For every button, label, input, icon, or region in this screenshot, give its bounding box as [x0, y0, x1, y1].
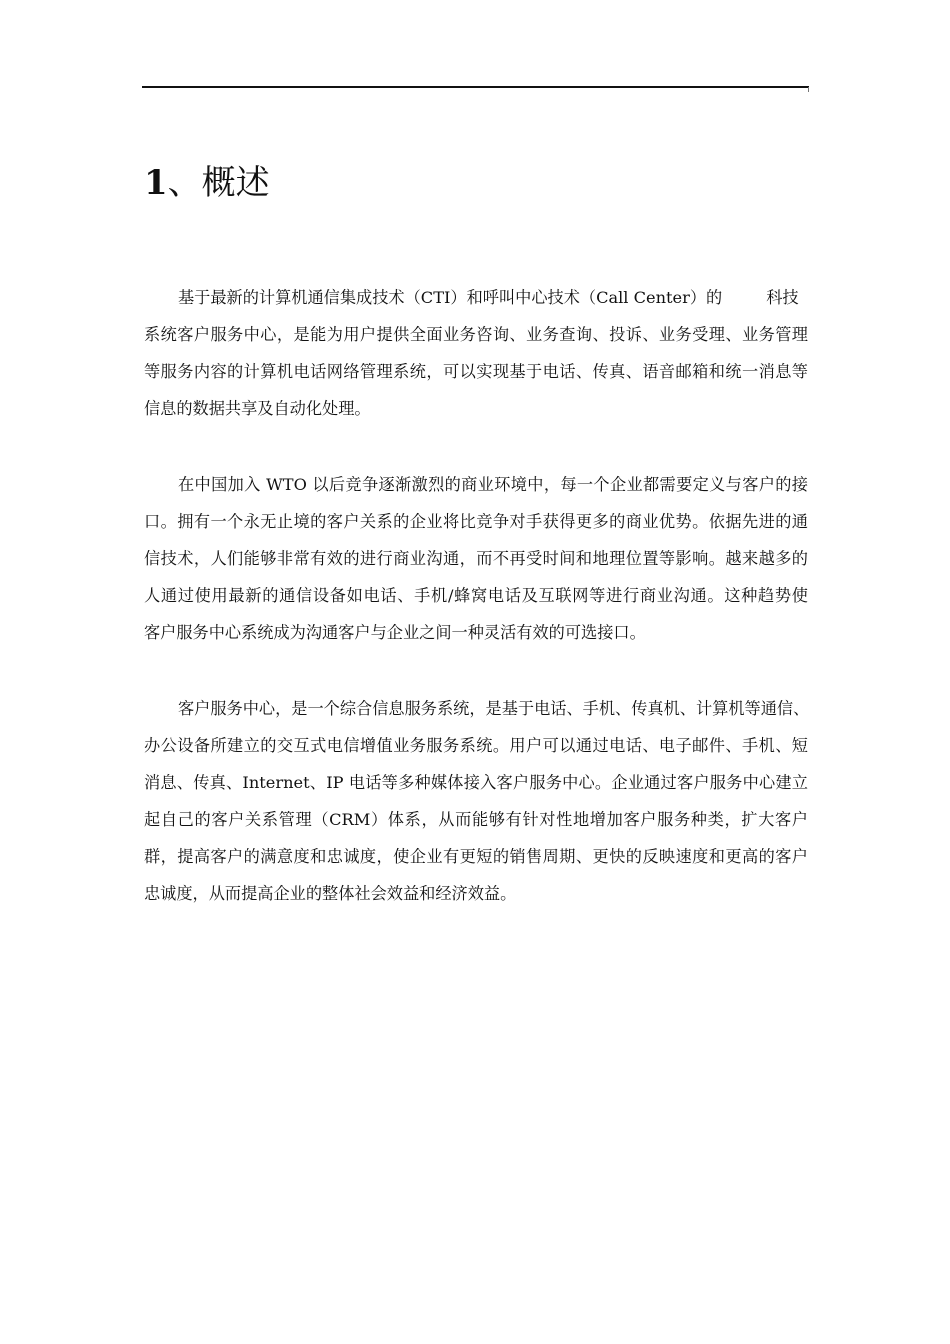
paragraph-2 — [144, 466, 808, 651]
paragraph-line: 消息、传真、Internet、IP 电话等多种媒体接入客户服务中心。企业通过客户服务中心建立 — [144, 773, 808, 792]
paragraph-1 — [144, 279, 808, 427]
section-heading — [144, 158, 270, 208]
paragraph-line — [144, 279, 808, 316]
paragraph-line: 信息的数据共享及自动化处理。 — [144, 399, 371, 418]
paragraph-line: 在中国加入 WTO 以后竞争逐渐激烈的商业环境中，每一个企业都需要定义与客户的接 — [178, 475, 808, 494]
paragraph-line: 办公设备所建立的交互式电信增值业务服务系统。用户可以通过电话、电子邮件、手机、短 — [144, 736, 808, 755]
paragraph-line: 群，提高客户的满意度和忠诚度，使企业有更短的销售周期、更快的反映速度和更高的客户 — [144, 847, 808, 866]
paragraph-line: 信技术，人们能够非常有效的进行商业沟通，而不再受时间和地理位置等影响。越来越多的 — [144, 549, 808, 568]
paragraph-line: 客户服务中心，是一个综合信息服务系统，是基于电话、手机、传真机、计算机等通信、 — [178, 699, 810, 718]
paragraph-line: 系统客户服务中心，是能为用户提供全面业务咨询、业务查询、投诉、业务受理、业务管理 — [144, 325, 808, 344]
section-title: 概述 — [201, 163, 270, 203]
paragraph-line-text: 科技 — [766, 288, 799, 307]
section-number: 1 — [144, 163, 168, 203]
header-rule — [142, 86, 809, 88]
paragraph-line: 起自己的客户关系管理（CRM）体系，从而能够有针对性地增加客户服务种类，扩大客户 — [144, 810, 808, 829]
paragraph-3 — [144, 690, 808, 912]
paragraph-line-text: 基于最新的计算机通信集成技术（CTI）和呼叫中心技术（Call Center）的 — [178, 288, 723, 307]
paragraph-line: 口。拥有一个永无止境的客户关系的企业将比竞争对手获得更多的商业优势。依据先进的通 — [144, 512, 808, 531]
paragraph-line: 等服务内容的计算机电话网络管理系统，可以实现基于电话、传真、语音邮箱和统一消息等 — [144, 362, 808, 381]
section-separator: 、 — [167, 163, 202, 203]
paragraph-line: 忠诚度，从而提高企业的整体社会效益和经济效益。 — [144, 884, 517, 903]
paragraph-line: 客户服务中心系统成为沟通客户与企业之间一种灵活有效的可选接口。 — [144, 623, 646, 642]
paragraph-line: 人通过使用最新的通信设备如电话、手机/蜂窝电话及互联网等进行商业沟通。这种趋势使 — [144, 586, 808, 605]
header-rule-tick — [808, 87, 809, 92]
